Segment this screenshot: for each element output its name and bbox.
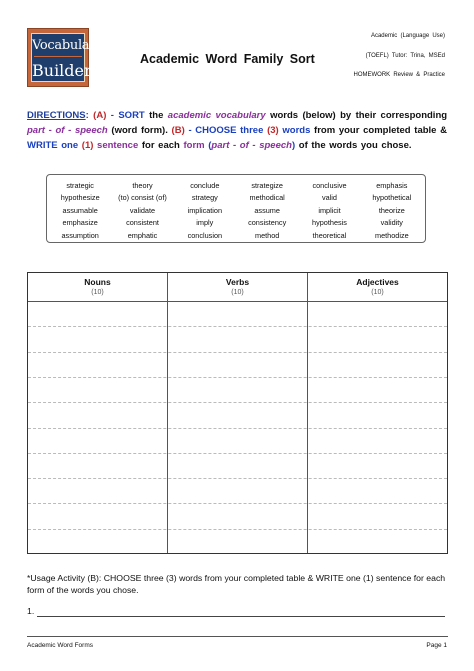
word-item: conclude: [190, 181, 220, 190]
column-header-nouns: Nouns (10): [84, 277, 111, 296]
table-row-divider: [28, 428, 447, 429]
word-item: methodical: [249, 193, 285, 203]
table-row-divider: [28, 377, 447, 378]
word-item: methodize: [374, 230, 409, 240]
word-item: strategic: [66, 181, 94, 190]
directions-paragraph: DIRECTIONS: (A) - SORT the academic vocabulary words (below) by their corresponding part - of - speech (word form). (B) - CHOOSE three (3) words from your completed table & WRITE one (1) sentence for each form (part - of - speech) of the words you chose.: [27, 110, 448, 151]
word-item: emphatic: [127, 230, 158, 240]
word-bank: [46, 174, 426, 243]
logo-line-1: Vocabulary: [32, 38, 103, 53]
logo-line-2: Builder: [32, 61, 92, 80]
word-item: validate: [129, 205, 156, 215]
word-item: assumption: [61, 230, 99, 240]
header-meta-tutor: (TOEFL) Tutor: Trina, MSEd: [365, 53, 445, 59]
footer-page-number: Page 1: [426, 642, 447, 649]
page-title: Academic Word Family Sort: [140, 52, 315, 66]
word-item: method: [254, 230, 280, 240]
word-item: hypothesis: [312, 218, 347, 228]
word-bank-grid: [49, 180, 423, 242]
footer-title: Academic Word Forms: [27, 642, 93, 649]
word-item: conclusion: [187, 230, 223, 240]
word-item: emphasis: [376, 181, 408, 190]
word-item: implicit: [318, 205, 341, 215]
word-item: (to) consist (of): [118, 193, 167, 203]
table-row-divider: [28, 326, 447, 327]
word-item: theory: [132, 181, 153, 190]
table-row-divider: [28, 352, 447, 353]
vocabulary-builder-logo: [27, 28, 103, 87]
word-item: hypothesize: [60, 193, 100, 203]
word-sort-table: [27, 272, 448, 554]
header-meta-homework: HOMEWORK Review & Practice: [353, 72, 445, 78]
column-header-verbs: Verbs (10): [225, 277, 250, 296]
table-row-divider: [28, 529, 447, 530]
word-item: conclusive: [312, 181, 347, 190]
word-item: hypothetical: [372, 193, 412, 203]
word-item: strategy: [191, 193, 218, 203]
sentence-answer-line[interactable]: [37, 616, 445, 617]
table-row-divider: [28, 503, 447, 504]
header-meta-course: Academic (Language Use): [370, 33, 445, 39]
word-item: emphasize: [62, 218, 98, 228]
word-item: imply: [196, 218, 214, 228]
sentence-line-number: 1.: [27, 606, 35, 616]
table-row-divider: [28, 478, 447, 479]
word-item: validity: [380, 218, 403, 228]
table-row-divider: [28, 453, 447, 454]
word-item: theorize: [378, 205, 405, 215]
word-item: assume: [254, 205, 280, 215]
word-item: implication: [187, 205, 223, 215]
word-item: strategize: [251, 181, 283, 190]
usage-activity-instructions: *Usage Activity (B): CHOOSE three (3) words from your completed table & WRITE one (1) sentence for each form of the words you chose.: [27, 573, 446, 595]
directions-label: DIRECTIONS: [27, 110, 86, 121]
word-item: assumable: [62, 205, 98, 215]
word-item: consistent: [126, 218, 159, 228]
column-header-adjectives: Adjectives (10): [356, 277, 399, 296]
table-row-divider: [28, 402, 447, 403]
word-item: consistency: [248, 218, 287, 228]
footer-divider: [27, 636, 448, 637]
word-item: theoretical: [312, 230, 347, 240]
word-item: valid: [321, 193, 337, 203]
